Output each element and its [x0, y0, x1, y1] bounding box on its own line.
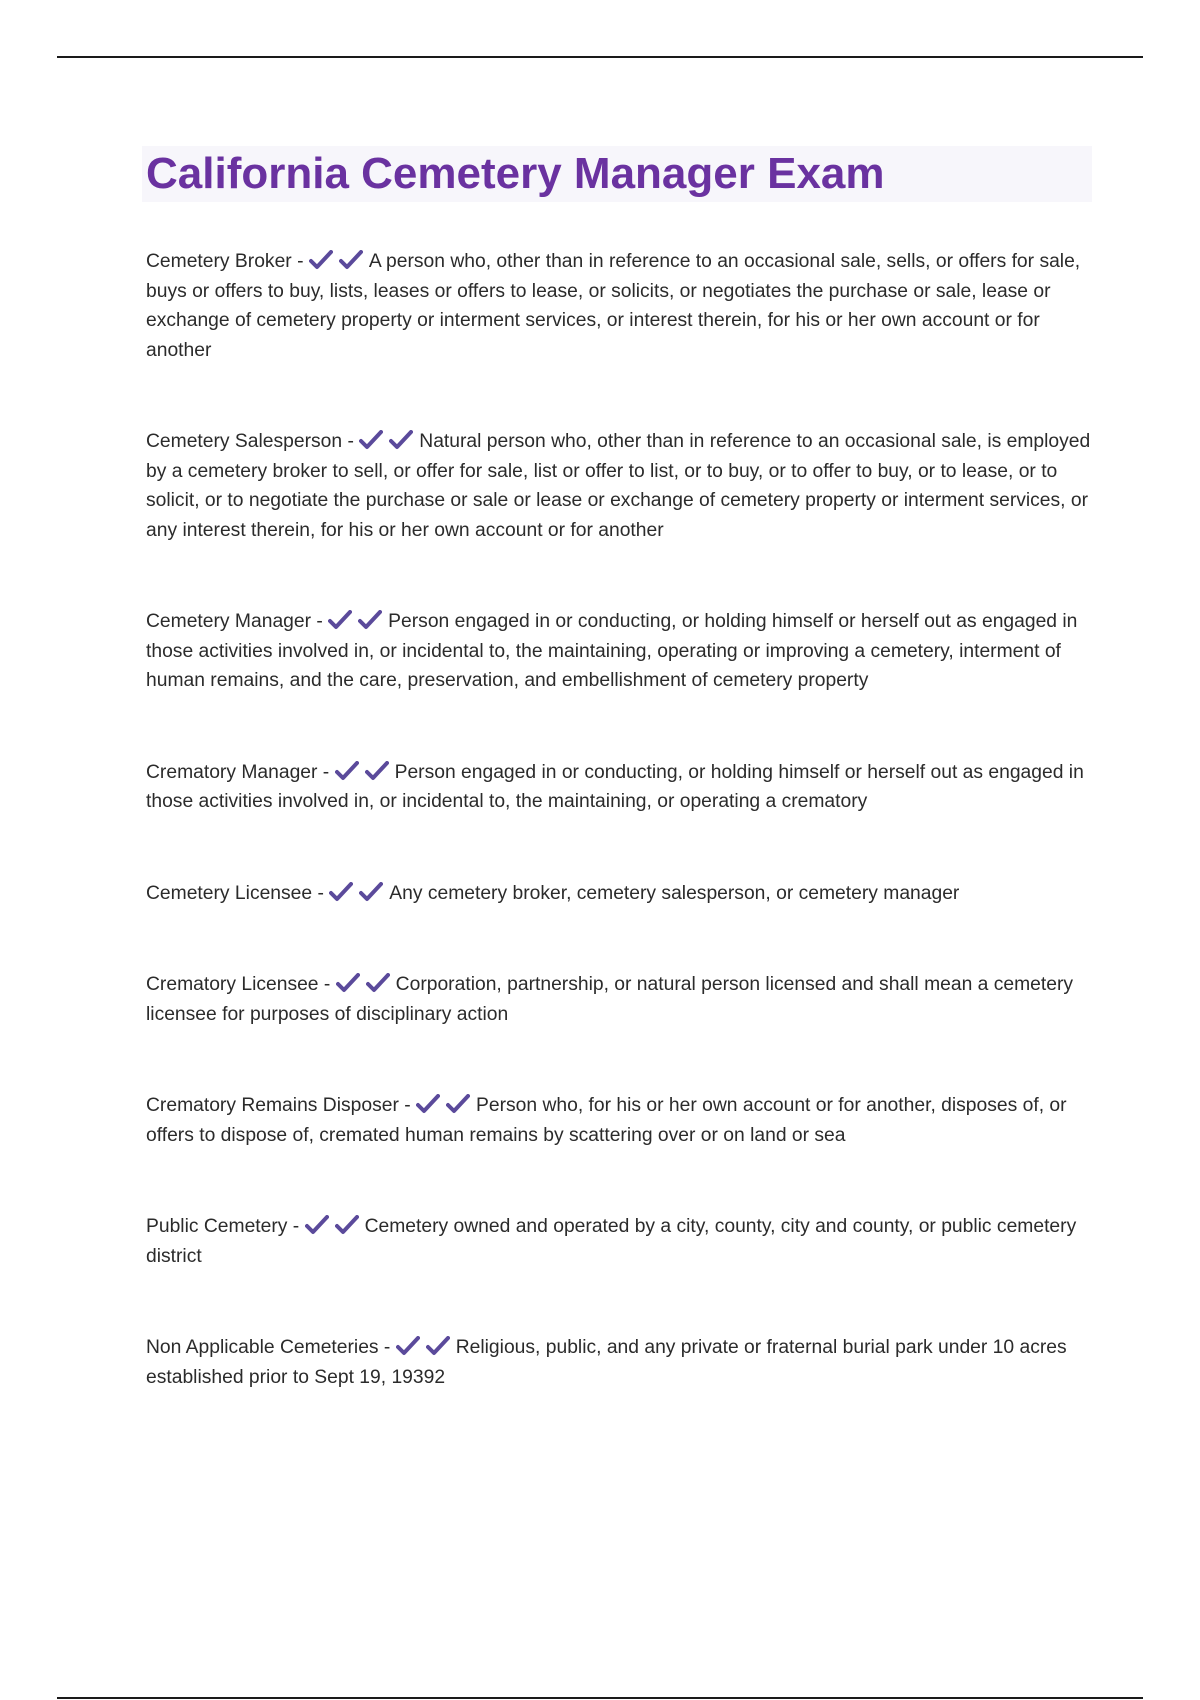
checkmark-icon: [309, 250, 333, 270]
entry-term: Public Cemetery -: [146, 1216, 300, 1237]
entry-term: Crematory Licensee -: [146, 974, 331, 995]
definition-entry: [146, 1333, 1096, 1392]
checkmark-icon: [446, 1094, 470, 1114]
entry-term: Non Applicable Cemeteries -: [146, 1337, 391, 1358]
entry-definition: Person engaged in or conducting, or holding himself or herself out as engaged in those activities involved in, or incidental to, the maintaining, or operating a crematory: [146, 761, 1084, 812]
checkmark-icon: [328, 610, 352, 630]
entry-term: Cemetery Licensee -: [146, 882, 324, 904]
checkmark-icon: [329, 882, 353, 902]
definition-entry: [146, 1212, 1096, 1271]
definition-list: [146, 247, 1096, 1392]
checkmark-icon: [335, 1215, 359, 1235]
checkmark-icon: [416, 1094, 440, 1114]
entry-term: Crematory Manager -: [146, 761, 330, 783]
definition-entry: [146, 247, 1096, 365]
checkmark-icon: [366, 973, 390, 993]
checkmark-icon: [359, 882, 383, 902]
entry-term: Cemetery Manager -: [146, 611, 323, 632]
checkmark-icon: [426, 1336, 450, 1356]
definition-entry: [146, 1091, 1096, 1150]
definition-entry: [146, 970, 1096, 1029]
checkmark-icon: [358, 610, 382, 630]
entry-term: Crematory Remains Disposer -: [146, 1095, 411, 1116]
checkmark-icon: [305, 1215, 329, 1235]
entry-definition: Any cemetery broker, cemetery salesperson, or cemetery manager: [389, 882, 960, 904]
entry-definition: Religious, public, and any private or fraternal burial park under 10 acres established prior to Sept 19, 19392: [146, 1337, 1067, 1388]
entry-definition: Person engaged in or conducting, or holding himself or herself out as engaged in those activities involved in, or incidental to, the maintaining, operating or improving a cemetery, interment of human remains, and the care, preservation, and embellishment of cemetery property: [146, 611, 1078, 691]
checkmark-icon: [396, 1336, 420, 1356]
entry-definition: Corporation, partnership, or natural person licensed and shall mean a cemetery licensee for purposes of disciplinary action: [146, 974, 1074, 1025]
top-rule: [57, 56, 1143, 58]
checkmark-icon: [365, 761, 389, 781]
entry-definition: Natural person who, other than in reference to an occasional sale, is employed by a cemetery broker to sell, or offer for sale, list or offer to list, or to buy, or to offer to buy, or to lease, or to solicit, or to negotiate the purchase or sale or lease or exchange of cemetery property or interment services, or any interest therein, for his or her own account or for another: [146, 431, 1091, 541]
entry-definition: Person who, for his or her own account or for another, disposes of, or offers to dispose of, cremated human remains by scattering over or on land or sea: [146, 1095, 1067, 1146]
checkmark-icon: [335, 761, 359, 781]
definition-entry: [146, 607, 1096, 696]
title-band: [142, 146, 1092, 202]
definition-entry: [146, 427, 1096, 545]
entry-definition: A person who, other than in reference to an occasional sale, sells, or offers for sale, buys or offers to buy, lists, leases or offers to lease, or solicits, or negotiates the purchase or sale, lease or exchange of cemetery property or interment services, or interest therein, for his or her own account or for another: [146, 251, 1081, 361]
page-title: California Cemetery Manager Exam: [146, 149, 885, 198]
entry-definition: Cemetery owned and operated by a city, county, city and county, or public cemetery district: [146, 1216, 1077, 1267]
checkmark-icon: [389, 430, 413, 450]
bottom-rule: [57, 1697, 1143, 1699]
entry-term: Cemetery Salesperson -: [146, 431, 354, 452]
definition-entry: [146, 758, 1096, 817]
checkmark-icon: [336, 973, 360, 993]
definition-entry: [146, 879, 1096, 909]
entry-term: Cemetery Broker -: [146, 251, 304, 272]
checkmark-icon: [359, 430, 383, 450]
checkmark-icon: [339, 250, 363, 270]
